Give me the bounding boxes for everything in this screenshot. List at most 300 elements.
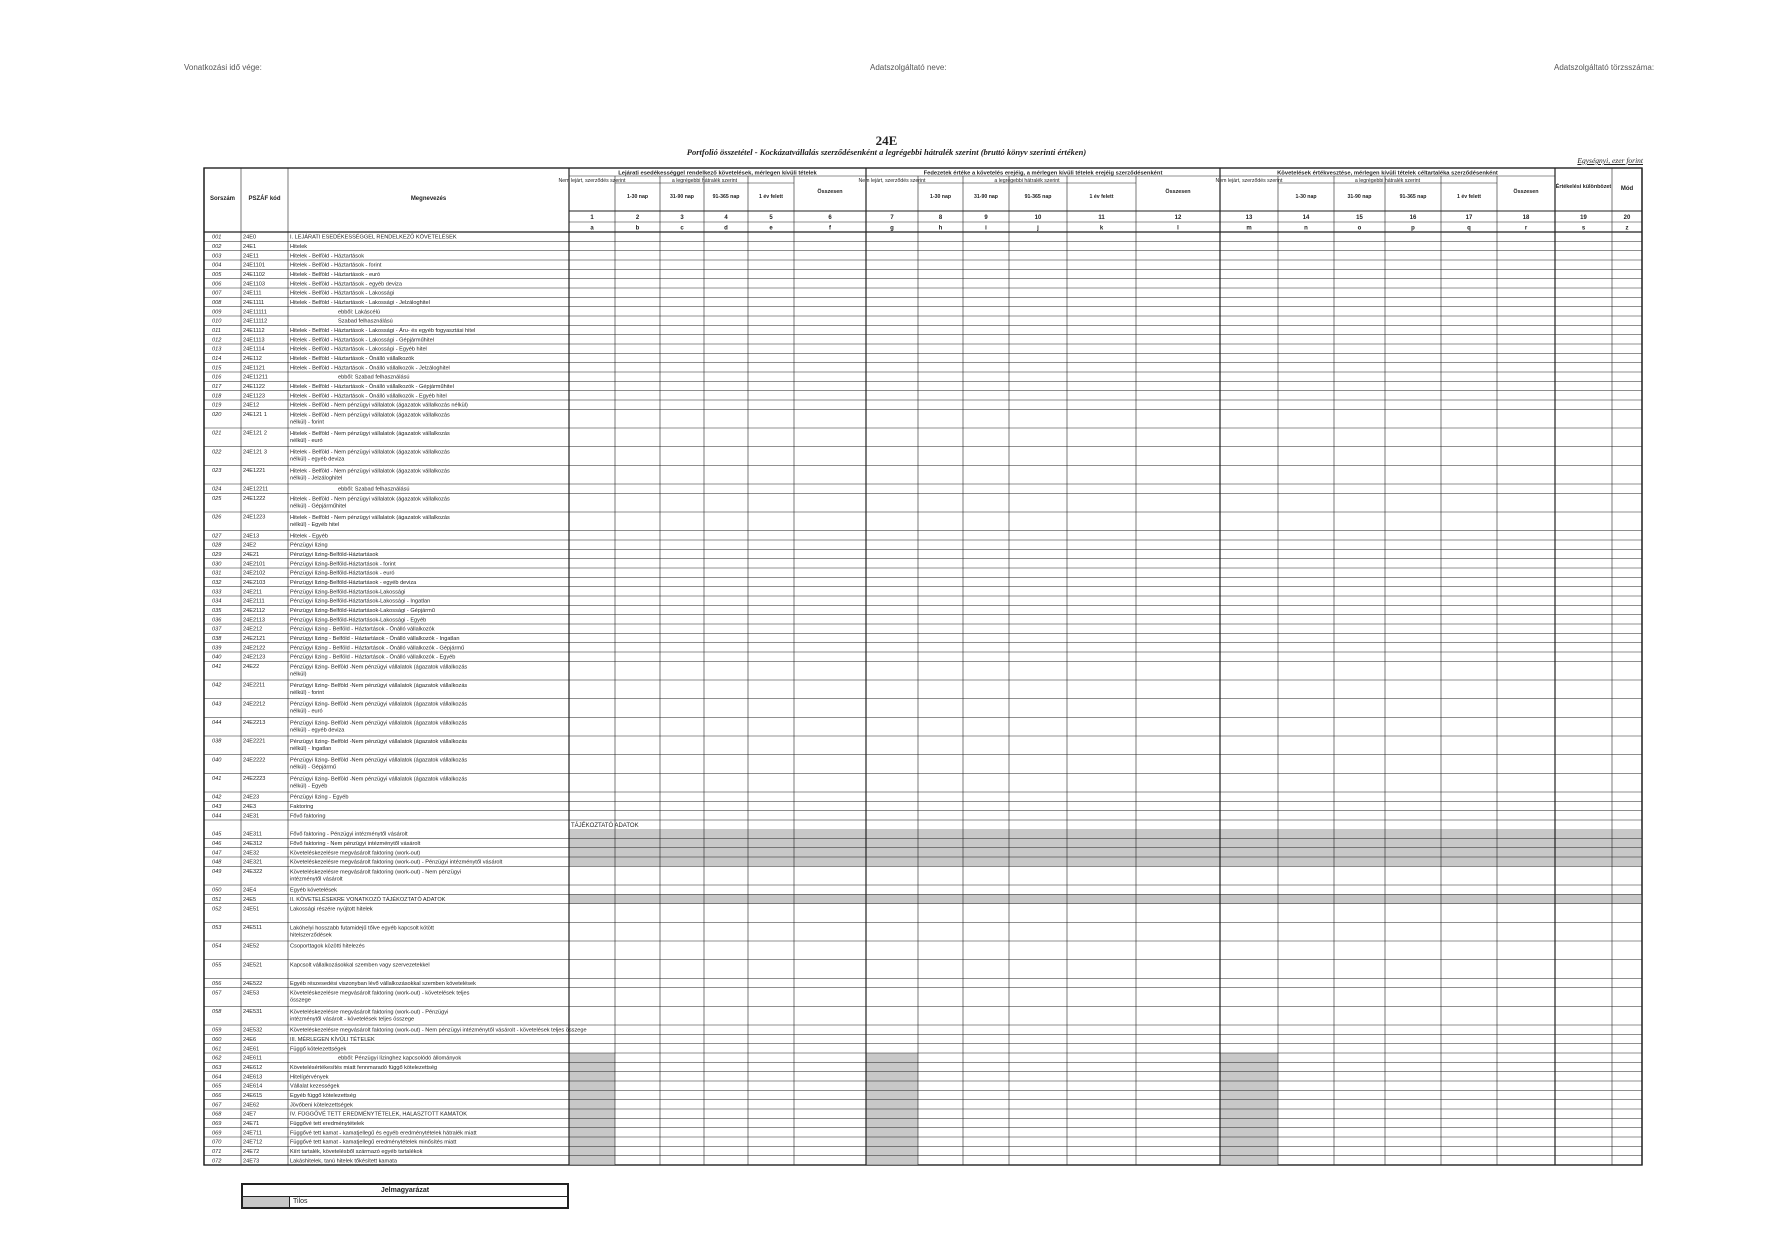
row-code: 24E0 bbox=[243, 234, 257, 241]
row-number: 014 bbox=[212, 355, 222, 362]
shaded-cell bbox=[1009, 829, 1067, 838]
row-code: 24E1103 bbox=[243, 281, 265, 288]
row-number: 018 bbox=[212, 393, 222, 400]
shaded-cell bbox=[704, 857, 748, 866]
row-code: 24E1114 bbox=[243, 346, 265, 353]
row-number: 069 bbox=[212, 1130, 222, 1137]
row-code: 24E1101 bbox=[243, 262, 265, 269]
row-code: 24E5 bbox=[243, 896, 257, 903]
row-label: Hitelígérvények bbox=[290, 1074, 329, 1081]
shaded-cell bbox=[1220, 1146, 1278, 1155]
row-code: 24E531 bbox=[243, 1008, 263, 1015]
row-code: 24E7 bbox=[243, 1111, 257, 1118]
shaded-cell bbox=[1220, 1053, 1278, 1062]
shaded-cell bbox=[1009, 894, 1067, 903]
row-label: Pénzügyi lízing- Belföld -Nem pénzügyi vállalatok (ágazatok vállalkozás bbox=[290, 757, 468, 764]
row-label: Pénzügyi lízing- Belföld -Nem pénzügyi vállalatok (ágazatok vállalkozás bbox=[290, 739, 468, 745]
row-label: Hitelek - Belföld - Háztartások - Önálló vállalkozók - Jelzáloghitel bbox=[290, 365, 450, 372]
row-number: 043 bbox=[212, 803, 222, 810]
row-code: 24E322 bbox=[243, 868, 263, 875]
shaded-cell bbox=[1067, 857, 1136, 866]
shaded-cell bbox=[704, 894, 748, 903]
col-letter: h bbox=[938, 225, 943, 232]
shaded-cell bbox=[1220, 1128, 1278, 1137]
shaded-cell bbox=[1441, 894, 1497, 903]
shaded-cell bbox=[569, 1062, 615, 1071]
row-code: 24E22 bbox=[243, 663, 260, 670]
row-label: Pénzügyi lízing- Belföld -Nem pénzügyi vállalatok (ágazatok vállalkozás bbox=[290, 776, 468, 783]
row-label: Lakáshitelek, tanú hitelek tőkésített kamata bbox=[290, 1158, 397, 1165]
row-number: 039 bbox=[212, 645, 222, 652]
col-number: 6 bbox=[828, 215, 832, 221]
row-code: 24E21 bbox=[243, 551, 260, 558]
col-nem-lejart: Nem lejárt, szerződés szerint bbox=[1215, 178, 1283, 184]
shaded-cell bbox=[1385, 894, 1441, 903]
shaded-cell bbox=[569, 857, 615, 866]
row-code: 24E61 bbox=[243, 1046, 260, 1053]
shaded-cell bbox=[748, 857, 794, 866]
col-legregebbi: a legrégebbi hátralék szerint bbox=[1354, 178, 1421, 184]
row-label: Hitelek - Belföld - Háztartások - Önálló vállalkozók - Egyéb hitel bbox=[290, 393, 447, 400]
shaded-cell bbox=[615, 857, 660, 866]
shaded-cell bbox=[794, 838, 866, 847]
row-code: 24E2 bbox=[243, 542, 257, 549]
shaded-cell bbox=[918, 894, 963, 903]
shaded-cell bbox=[748, 894, 794, 903]
shaded-cell bbox=[1220, 894, 1278, 903]
shaded-cell bbox=[569, 1090, 615, 1099]
shaded-cell bbox=[866, 1137, 918, 1146]
shaded-cell bbox=[569, 1072, 615, 1081]
col-number: 4 bbox=[724, 215, 728, 221]
row-label: Hitelek - Belföld - Háztartások - Lakossági - Áru- és egyéb fogyasztási hitel bbox=[290, 327, 476, 334]
shaded-cell bbox=[1220, 1156, 1278, 1165]
row-label: Hitelek - Belföld - Háztartások bbox=[290, 253, 364, 260]
shaded-cell bbox=[1555, 829, 1612, 838]
shaded-cell bbox=[1441, 857, 1497, 866]
row-number: 033 bbox=[212, 589, 222, 596]
row-label: Egyéb követelések bbox=[290, 887, 337, 894]
shaded-cell bbox=[1220, 1081, 1278, 1090]
shaded-cell bbox=[963, 829, 1009, 838]
row-label: Követeléskezelésre megvásárolt faktoring (work-out) - Pénzügyi intézménytől vásárolt bbox=[290, 859, 503, 866]
col-letter: f bbox=[829, 225, 831, 232]
row-code: 24E53 bbox=[243, 990, 260, 997]
row-label: Követeléskezelésre megvásárolt faktoring (work-out) - Pénzügyi bbox=[290, 1009, 449, 1016]
row-label: II. KÖVETELÉSEKRE VONATKOZÓ TÁJÉKOZTATÓ ADATOK bbox=[290, 896, 446, 903]
row-number: 010 bbox=[212, 318, 222, 325]
col-number: 13 bbox=[1245, 215, 1253, 221]
row-number: 042 bbox=[212, 794, 222, 801]
col-letter: l bbox=[1177, 225, 1179, 232]
col-bucket-1: 1-30 nap bbox=[1295, 194, 1317, 200]
shaded-cell bbox=[794, 857, 866, 866]
row-code: 24E2213 bbox=[243, 719, 266, 726]
row-label: Pénzügyi lízing-Belföld-Háztartások-Lakossági - Gépjármű bbox=[290, 607, 435, 614]
col-bucket-3: 91-365 nap bbox=[1399, 194, 1427, 200]
row-number: 015 bbox=[212, 365, 222, 372]
row-label: Követeléskezelésre megvásárolt faktoring (work-out) bbox=[290, 850, 421, 857]
row-number: 003 bbox=[212, 253, 222, 260]
row-code: 24E712 bbox=[243, 1139, 263, 1146]
shaded-cell bbox=[1278, 848, 1334, 857]
shaded-cell bbox=[569, 894, 615, 903]
row-code: 24E611 bbox=[243, 1055, 262, 1062]
shaded-cell bbox=[569, 1128, 615, 1137]
row-code: 24E1102 bbox=[243, 271, 265, 278]
row-number: 054 bbox=[212, 943, 222, 950]
row-number: 011 bbox=[212, 327, 221, 334]
row-number: 051 bbox=[212, 896, 222, 903]
shaded-cell bbox=[1220, 848, 1278, 857]
shaded-cell bbox=[866, 1081, 918, 1090]
row-number: 061 bbox=[212, 1046, 222, 1053]
row-label: Pénzügyi lízing bbox=[290, 542, 328, 549]
shaded-cell bbox=[1278, 894, 1334, 903]
row-code: 24E31 bbox=[243, 813, 260, 820]
row-label: Jövőbeni kötelezettségek bbox=[290, 1102, 353, 1109]
row-code: 24E311 bbox=[243, 831, 262, 838]
row-code: 24E2221 bbox=[243, 738, 266, 745]
shaded-cell bbox=[963, 838, 1009, 847]
row-label: nélkül) - Gépjárműhitel bbox=[290, 503, 347, 510]
row-code: 24E1222 bbox=[243, 495, 266, 502]
row-code: 24E522 bbox=[243, 980, 263, 987]
col-ertekelesi: Értékelési különbözet bbox=[1555, 184, 1612, 190]
row-number: 072 bbox=[212, 1158, 222, 1165]
shaded-cell bbox=[1385, 857, 1441, 866]
row-label: Egyéb részesedési viszonyban lévő vállalkozásokkal szemben követelések bbox=[290, 980, 476, 987]
shaded-cell bbox=[704, 838, 748, 847]
row-label: Pénzügyi lízing- Belföld -Nem pénzügyi vállalatok (ágazatok vállalkozás bbox=[290, 720, 468, 727]
shaded-cell bbox=[866, 848, 918, 857]
col-letter: r bbox=[1524, 225, 1528, 232]
row-number: 053 bbox=[212, 924, 222, 931]
shaded-cell bbox=[918, 838, 963, 847]
shaded-cell bbox=[1220, 857, 1278, 866]
row-number: 040 bbox=[212, 654, 222, 661]
shaded-cell bbox=[1278, 829, 1334, 838]
row-number: 023 bbox=[212, 467, 222, 474]
row-code: 24E2212 bbox=[243, 701, 266, 708]
row-number: 059 bbox=[212, 1027, 222, 1034]
shaded-cell bbox=[1136, 848, 1220, 857]
row-label: nélkül) - Jelzáloghitel bbox=[290, 475, 343, 482]
row-label: nélkül) - euró bbox=[290, 708, 323, 715]
shaded-cell bbox=[1334, 848, 1385, 857]
col-nem-lejart: Nem lejárt, szerződés szerint bbox=[558, 178, 626, 184]
row-code: 24E1112 bbox=[243, 327, 265, 334]
row-label: Pénzügyi lízing-Belföld-Háztartások - euró bbox=[290, 570, 395, 577]
shaded-cell bbox=[1497, 894, 1555, 903]
shaded-cell bbox=[866, 1118, 918, 1127]
row-label: Követeléskezelésre megvásárolt faktoring (work-out) - követelések teljes bbox=[290, 990, 470, 997]
row-code: 24E511 bbox=[243, 924, 262, 931]
row-number: 057 bbox=[212, 990, 222, 997]
col-letter: c bbox=[680, 225, 684, 232]
legend-label: Tilos bbox=[293, 1198, 308, 1205]
shaded-cell bbox=[1555, 838, 1612, 847]
shaded-cell bbox=[615, 838, 660, 847]
row-code: 24E1123 bbox=[243, 393, 265, 400]
row-label: Hitelek - Belföld - Háztartások - Lakossági - Jelzáloghitel bbox=[290, 299, 430, 306]
col-pszaf: PSZÁF kód bbox=[248, 196, 281, 202]
shaded-cell bbox=[918, 857, 963, 866]
row-code: 24E12211 bbox=[243, 486, 269, 493]
col-letter: a bbox=[590, 225, 594, 232]
row-code: 24E614 bbox=[243, 1083, 263, 1090]
shaded-cell bbox=[866, 829, 918, 838]
shaded-cell bbox=[569, 1100, 615, 1109]
shaded-cell bbox=[963, 894, 1009, 903]
shaded-cell bbox=[1278, 857, 1334, 866]
row-code: 24E1 bbox=[243, 243, 257, 250]
shaded-cell bbox=[1334, 857, 1385, 866]
column-group-header-1: Lejárati esedékességgel rendelkező követelések, mérlegen kívüli tételek bbox=[618, 170, 817, 177]
row-code: 24E615 bbox=[243, 1092, 263, 1099]
column-group-header-3: Követelések értékvesztése, mérlegen kívüli tételek céltartaléka szerződésenként bbox=[1277, 170, 1498, 177]
row-number: 006 bbox=[212, 281, 222, 288]
row-label: Hitelek - Belföld - Nem pénzügyi vállalatok (ágazatok vállalkozás bbox=[290, 412, 450, 419]
shaded-cell bbox=[1441, 829, 1497, 838]
shaded-cell bbox=[866, 1109, 918, 1118]
row-number: 024 bbox=[212, 486, 222, 493]
col-letter: n bbox=[1304, 225, 1308, 232]
col-number: 5 bbox=[769, 215, 773, 221]
row-number: 044 bbox=[212, 719, 222, 726]
shaded-cell bbox=[704, 829, 748, 838]
shaded-cell bbox=[1441, 838, 1497, 847]
row-code: 24E2113 bbox=[243, 617, 265, 624]
shaded-cell bbox=[1612, 857, 1642, 866]
shaded-cell bbox=[1009, 857, 1067, 866]
row-number: 021 bbox=[212, 430, 222, 437]
row-label: Hitelek - Belföld - Háztartások - Lakossági bbox=[290, 290, 395, 297]
row-code: 24E1221 bbox=[243, 467, 266, 474]
row-label: Hitelek - Belföld - Háztartások - Önálló vállalkozók - Gépjárműhitel bbox=[290, 383, 454, 390]
row-code: 24E112 bbox=[243, 355, 262, 362]
row-code: 24E23 bbox=[243, 794, 260, 801]
row-label: intézménytől vásárolt bbox=[290, 876, 343, 883]
shaded-cell bbox=[569, 1053, 615, 1062]
header-reporting-period: Vonatkozási idő vége: bbox=[184, 63, 262, 72]
shaded-cell bbox=[866, 1090, 918, 1099]
row-label: nélkül) - forint bbox=[290, 419, 324, 426]
row-label: Egyéb függő kötelezettség bbox=[290, 1092, 356, 1099]
shaded-cell bbox=[1334, 838, 1385, 847]
row-number: 064 bbox=[212, 1074, 222, 1081]
col-bucket-4: 1 év felett bbox=[1089, 194, 1114, 200]
col-osszesen: Összesen bbox=[1165, 189, 1191, 195]
shaded-cell bbox=[1067, 829, 1136, 838]
col-osszesen: Összesen bbox=[1513, 189, 1539, 195]
row-code: 24E711 bbox=[243, 1130, 262, 1137]
shaded-cell bbox=[918, 848, 963, 857]
row-label: ebből: Lakáscélú bbox=[338, 309, 380, 316]
shaded-cell bbox=[963, 857, 1009, 866]
row-code: 24E1223 bbox=[243, 514, 266, 521]
row-code: 24E62 bbox=[243, 1102, 260, 1109]
shaded-cell bbox=[660, 848, 704, 857]
row-code: 24E121 1 bbox=[243, 411, 267, 418]
row-label: Követeléskezelésre megvásárolt faktoring (work-out) - Nem pénzügyi intézménytől vásárolt - követelések teljes összege bbox=[290, 1027, 587, 1034]
row-label: Pénzügyi lízing-Belföld-Háztartások-Lakossági - Ingatlan bbox=[290, 598, 431, 605]
col-bucket-3: 91-365 nap bbox=[1024, 194, 1052, 200]
col-letter: k bbox=[1099, 225, 1104, 232]
shaded-cell bbox=[1067, 894, 1136, 903]
row-label: hitelszerződések bbox=[290, 932, 332, 939]
row-number: 041 bbox=[212, 775, 222, 782]
row-label: Pénzügyi lízing-Belföld-Háztartások-Lakossági - Egyéb bbox=[290, 617, 427, 624]
row-label: Hitelek - Belföld - Nem pénzügyi vállalatok (ágazatok vállalkozás bbox=[290, 449, 450, 456]
row-code: 24E212 bbox=[243, 626, 263, 633]
row-label: intézménytől vásárolt - követelések teljes összege bbox=[290, 1016, 415, 1023]
row-label: Faktoring bbox=[290, 803, 314, 810]
row-label: Pénzügyi lízing - Egyéb bbox=[290, 794, 349, 801]
row-number: 005 bbox=[212, 271, 222, 278]
col-letter: d bbox=[724, 225, 728, 232]
row-label: I. LEJÁRATI ESEDÉKESSÉGGEL RENDELKEZŐ KÖVETELÉSEK bbox=[290, 234, 457, 241]
col-letter: i bbox=[985, 225, 987, 232]
row-label: Hitelek - Belföld - Háztartások - egyéb deviza bbox=[290, 281, 402, 288]
shaded-cell bbox=[1136, 894, 1220, 903]
shaded-cell bbox=[569, 829, 615, 838]
col-osszesen: Összesen bbox=[817, 189, 843, 195]
shaded-cell bbox=[866, 894, 918, 903]
row-number: 052 bbox=[212, 906, 222, 913]
shaded-cell bbox=[1497, 848, 1555, 857]
shaded-cell bbox=[866, 1053, 918, 1062]
row-label: Kapcsolt vállalkozásokkal szemben vagy szervezetekkel bbox=[290, 962, 430, 969]
row-label: nélkül) - Egyéb hitel bbox=[290, 522, 340, 528]
legend bbox=[241, 1183, 569, 1209]
shaded-cell bbox=[748, 848, 794, 857]
header-provider-id: Adatszolgáltató törzsszáma: bbox=[1554, 63, 1655, 72]
shaded-cell bbox=[1334, 829, 1385, 838]
row-label: Hitelek - Belföld - Nem pénzügyi vállalatok (ágazatok vállalkozás nélkül) bbox=[290, 402, 468, 409]
row-number: 017 bbox=[212, 383, 222, 390]
row-number: 066 bbox=[212, 1092, 222, 1099]
row-code: 24E121 2 bbox=[243, 430, 267, 437]
shaded-cell bbox=[1067, 848, 1136, 857]
row-label: nélkül) - Gépjármű bbox=[290, 764, 337, 771]
shaded-cell bbox=[1612, 848, 1642, 857]
row-label: Szabad felhasználású bbox=[338, 318, 393, 325]
col-megnevezes: Megnevezés bbox=[410, 196, 447, 202]
col-bucket-1: 1-30 nap bbox=[626, 194, 649, 200]
row-label: Függővé tett kamat - kamatjellegű és egyéb eredménytételek hátralék miatt bbox=[290, 1130, 477, 1137]
row-label: Csoporttagok közötti hitelezés bbox=[290, 943, 365, 950]
row-number: 020 bbox=[212, 411, 222, 418]
shaded-cell bbox=[660, 857, 704, 866]
row-number: 019 bbox=[212, 402, 222, 409]
row-label: Hitelek bbox=[290, 243, 308, 250]
row-label: Pénzügyi lízing - Belföld - Háztartások - Önálló vállalkozók bbox=[290, 626, 435, 633]
row-number: 038 bbox=[212, 635, 222, 642]
shaded-cell bbox=[794, 829, 866, 838]
col-letter: j bbox=[1037, 225, 1039, 232]
row-number: 032 bbox=[212, 579, 222, 586]
col-mod: Mód bbox=[1620, 186, 1634, 192]
shaded-cell bbox=[748, 838, 794, 847]
row-number: 031 bbox=[212, 570, 222, 577]
row-label: Hitelek - Egyéb bbox=[290, 533, 328, 540]
col-nem-lejart: Nem lejárt, szerződés szerint bbox=[858, 178, 926, 184]
shaded-cell bbox=[1555, 857, 1612, 866]
row-label: ebből: Pénzügyi lízinghez kapcsolódó állományok bbox=[338, 1055, 462, 1062]
row-code: 24E2122 bbox=[243, 645, 266, 652]
shaded-cell bbox=[1220, 1062, 1278, 1071]
row-code: 24E312 bbox=[243, 840, 263, 847]
row-label: nélkül) - Ingatlan bbox=[290, 746, 332, 752]
row-label: ebből: Szabad felhasználású bbox=[338, 486, 410, 493]
row-code: 24E11111 bbox=[243, 309, 267, 316]
row-number: 071 bbox=[212, 1148, 222, 1155]
col-letter: b bbox=[635, 225, 640, 232]
row-label: Pénzügyi lízing-Belföld-Háztartások - forint bbox=[290, 561, 396, 568]
shaded-cell bbox=[1136, 857, 1220, 866]
row-number: 016 bbox=[212, 374, 222, 381]
col-number: 17 bbox=[1465, 215, 1473, 221]
shaded-cell bbox=[660, 894, 704, 903]
row-code: 24E2223 bbox=[243, 775, 266, 782]
row-number: 040 bbox=[212, 757, 222, 764]
row-code: 24E1111 bbox=[243, 299, 265, 306]
col-bucket-2: 31-90 nap bbox=[670, 194, 694, 200]
shaded-cell bbox=[866, 838, 918, 847]
row-code: 24E612 bbox=[243, 1064, 263, 1071]
col-number: 7 bbox=[890, 215, 894, 221]
row-number: 041 bbox=[212, 663, 222, 670]
row-label: Vállalat kezességek bbox=[290, 1083, 340, 1090]
col-legregebbi: a legrégebbi hátralék szerint bbox=[994, 178, 1060, 184]
shaded-cell bbox=[866, 857, 918, 866]
row-label: Követelésértékesítés miatt fennmaradó függő kötelezettség bbox=[290, 1064, 438, 1071]
shaded-cell bbox=[1278, 838, 1334, 847]
row-code: 24E521 bbox=[243, 962, 263, 969]
row-label: Hitelek - Belföld - Háztartások - forint bbox=[290, 262, 382, 269]
shaded-cell bbox=[1009, 838, 1067, 847]
shaded-cell bbox=[569, 1109, 615, 1118]
shaded-cell bbox=[866, 1146, 918, 1155]
col-number: 16 bbox=[1409, 215, 1417, 221]
row-label: Fővő faktoring bbox=[290, 813, 326, 820]
row-number: 042 bbox=[212, 682, 222, 689]
row-number: 043 bbox=[212, 701, 222, 708]
row-number: 035 bbox=[212, 607, 222, 614]
shaded-cell bbox=[1385, 829, 1441, 838]
row-number: 038 bbox=[212, 738, 222, 745]
col-letter: o bbox=[1357, 225, 1362, 232]
shaded-cell bbox=[794, 894, 866, 903]
row-label: nélkül) - forint bbox=[290, 690, 324, 696]
row-label: Hitelek - Belföld - Háztartások - Lakossági - Gépjárműhitel bbox=[290, 337, 434, 344]
row-label: Függő kötelezettségek bbox=[290, 1046, 347, 1053]
row-number: 007 bbox=[212, 290, 222, 297]
shaded-cell bbox=[569, 1156, 615, 1165]
row-number: 025 bbox=[212, 495, 222, 502]
shaded-cell bbox=[866, 1072, 918, 1081]
col-bucket-2: 31-90 nap bbox=[974, 194, 998, 200]
row-label: nélkül) - Egyéb bbox=[290, 783, 328, 790]
row-label: Hitelek - Belföld - Nem pénzügyi vállalatok (ágazatok vállalkozás bbox=[290, 496, 450, 503]
col-bucket-3: 91-365 nap bbox=[712, 194, 740, 200]
shaded-cell bbox=[569, 1146, 615, 1155]
row-number: 058 bbox=[212, 1008, 222, 1015]
col-number: 18 bbox=[1522, 215, 1530, 221]
col-letter: p bbox=[1411, 225, 1415, 232]
col-number: 1 bbox=[590, 215, 594, 221]
